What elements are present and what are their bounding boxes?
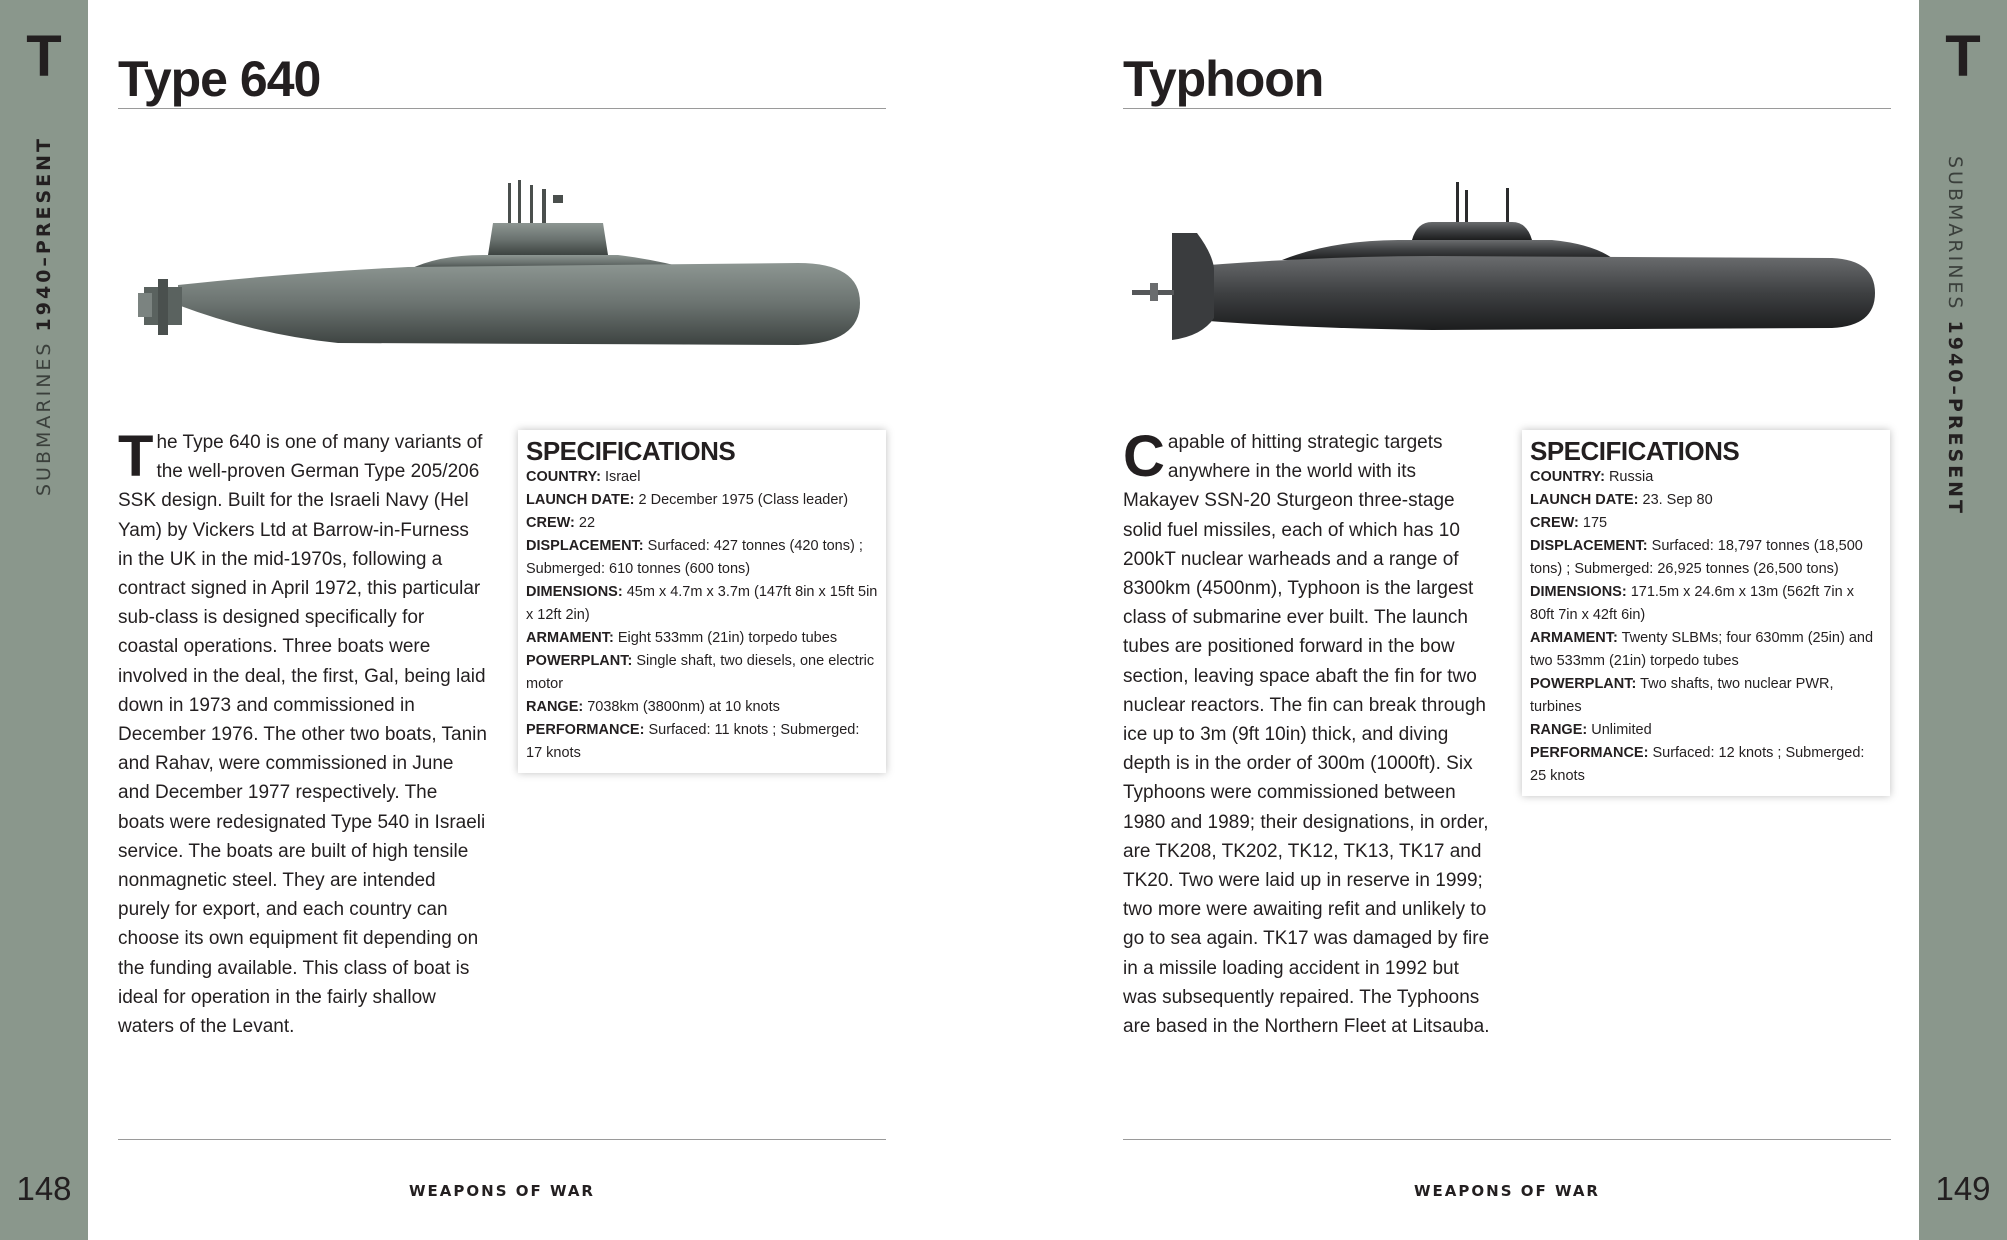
left-body-text xyxy=(118,424,488,1041)
left-spec-row xyxy=(526,512,878,535)
right-spec-row xyxy=(1530,512,1882,535)
right-band-label-light: SUBMARINES xyxy=(1944,156,1966,312)
left-spec-label: RANGE: xyxy=(526,699,584,715)
right-band-section-label xyxy=(1944,156,1966,516)
type-640-submarine-illustration xyxy=(138,175,860,355)
left-spec-value: Single shaft, two diesels, one electric motor xyxy=(526,653,875,692)
right-spec-value: 175 xyxy=(1582,515,1608,531)
right-spec-value: 23. Sep 80 xyxy=(1642,492,1713,508)
right-page-title: Typhoon xyxy=(1123,51,1324,107)
left-band-section-label xyxy=(33,136,55,496)
left-spec-label: COUNTRY: xyxy=(526,469,601,485)
left-spec-row xyxy=(526,581,878,627)
left-spec-row xyxy=(526,696,878,719)
left-spec-label: DIMENSIONS: xyxy=(526,584,623,600)
right-spec-label: DISPLACEMENT: xyxy=(1530,538,1648,554)
right-spec-heading: SPECIFICATIONS xyxy=(1530,436,1740,466)
right-footer-rule xyxy=(1123,1139,1891,1140)
right-spec-value: Surfaced: 12 knots ; Submerged: 25 knots xyxy=(1530,745,1865,784)
left-title-rule xyxy=(118,108,886,109)
right-band-letter: T xyxy=(1945,24,1981,89)
left-spec-value: Surfaced: 427 tonnes (420 tons) ; Submerged: 610 tonnes (600 tons) xyxy=(526,538,863,577)
right-spec-row xyxy=(1530,719,1882,742)
right-spec-row xyxy=(1530,581,1882,627)
right-band-label-bold: 1940–PRESENT xyxy=(1944,320,1966,516)
left-spec-row xyxy=(526,650,878,696)
left-specifications-box xyxy=(518,430,886,773)
left-spec-value: 45m x 4.7m x 3.7m (147ft 8in x 15ft 5in x 12ft 2in) xyxy=(526,584,878,623)
right-spec-value: 171.5m x 24.6m x 13m (562ft 7in x 80ft 7in x 42ft 6in) xyxy=(1530,584,1854,623)
right-body-dropcap: C xyxy=(1123,424,1165,489)
right-spec-value: Surfaced: 18,797 tonnes (18,500 tons) ; Submerged: 26,925 tonnes (26,500 tons) xyxy=(1530,538,1863,577)
left-body-dropcap: T xyxy=(118,424,154,489)
right-spec-label: LAUNCH DATE: xyxy=(1530,492,1639,508)
right-spec-value: Two shafts, two nuclear PWR, turbines xyxy=(1530,676,1834,715)
left-spec-row xyxy=(526,627,878,650)
left-spec-label: DISPLACEMENT: xyxy=(526,538,644,554)
left-footer-label: WEAPONS OF WAR xyxy=(409,1182,595,1200)
typhoon-submarine-illustration xyxy=(1132,178,1875,343)
left-page-number: 148 xyxy=(16,1170,72,1207)
right-spec-value: Russia xyxy=(1608,469,1654,485)
left-spec-value: 7038km (3800nm) at 10 knots xyxy=(587,699,780,715)
right-spec-label: COUNTRY: xyxy=(1530,469,1605,485)
left-band-label-light: SUBMARINES xyxy=(33,340,55,496)
right-spec-label: CREW: xyxy=(1530,515,1579,531)
left-band-letter: T xyxy=(26,24,62,89)
right-spec-value: Twenty SLBMs; four 630mm (25in) and two 533mm (21in) torpedo tubes xyxy=(1530,630,1874,669)
right-spec-label: RANGE: xyxy=(1530,722,1588,738)
left-body-paragraph: he Type 640 is one of many variants of the well-proven German Type 205/206 SSK design. Built for the Israeli Navy (Hel Yam) by Vickers Ltd at Barrow-in-Furness in the UK in the mid-1970s, following a contract signed in April 1972, this particular sub-class is designed specifically for coastal operations. Three boats were involved in the deal, the first, Gal, being laid down in 1973 and commissioned in December 1976. The other two boats, Tanin and Rahav, were commissioned in June and December 1977 respectively. The boats were redesignated Type 540 in Israeli service. The boats are built of high tensile nonmagnetic steel. They are intended purely for export, and each country can choose its own equipment fit depending on the funding available. This class of boat is ideal for operation in the fairly shallow waters of the Levant. xyxy=(118,432,487,1038)
left-side-band xyxy=(0,0,88,1240)
right-spec-row xyxy=(1530,466,1882,489)
left-spec-row xyxy=(526,535,878,581)
left-spec-row xyxy=(526,466,878,489)
right-spec-value: Unlimited xyxy=(1591,722,1652,738)
left-spec-row xyxy=(526,489,878,512)
right-body-paragraph: apable of hitting strategic targets anywhere in the world with its Makayev SSN-20 Sturgeon three-stage solid fuel missiles, each of which has 10 200kT nuclear warheads and a range of 8300km (4500nm), Typhoon is the largest class of submarine ever built. The launch tubes are positioned forward in the bow section, leaving space abaft the fin for two nuclear reactors. The fin can break through ice up to 3m (9ft 10in) thick, and diving depth is in the order of 300m (1000ft). Six Typhoons were commissioned between 1980 and 1989; their designations, in order, are TK208, TK202, TK12, TK13, TK17 and TK20. Two were laid up in reserve in 1999; two more were awaiting refit and unlikely to go to sea again. TK17 was damaged by fire in a missile loading accident in 1992 but was subsequently repaired. The Typhoons are based in the Northern Fleet at Litsauba. xyxy=(1123,432,1490,1038)
right-page-number: 149 xyxy=(1935,1170,1991,1207)
left-spec-label: LAUNCH DATE: xyxy=(526,492,635,508)
left-footer-rule xyxy=(118,1139,886,1140)
right-body-text xyxy=(1123,424,1493,1041)
left-spec-value: Surfaced: 11 knots ; Submerged: 17 knots xyxy=(526,722,860,761)
left-band-label-bold: 1940–PRESENT xyxy=(33,136,55,332)
right-spec-row xyxy=(1530,489,1882,512)
left-spec-value: 2 December 1975 (Class leader) xyxy=(638,492,849,508)
right-title-rule xyxy=(1123,108,1891,109)
left-spec-row xyxy=(526,719,878,765)
right-spec-row xyxy=(1530,673,1882,719)
right-spec-label: POWERPLANT: xyxy=(1530,676,1637,692)
left-page-title: Type 640 xyxy=(118,51,321,107)
right-spec-label: ARMAMENT: xyxy=(1530,630,1618,646)
right-specifications-box xyxy=(1522,430,1890,796)
left-spec-label: POWERPLANT: xyxy=(526,653,633,669)
left-spec-value: Israel xyxy=(604,469,641,485)
right-spec-row xyxy=(1530,627,1882,673)
right-spec-label: PERFORMANCE: xyxy=(1530,745,1649,761)
left-spec-label: ARMAMENT: xyxy=(526,630,614,646)
right-spec-label: DIMENSIONS: xyxy=(1530,584,1627,600)
left-spec-value: Eight 533mm (21in) torpedo tubes xyxy=(617,630,838,646)
left-spec-value: 22 xyxy=(578,515,596,531)
left-spec-label: PERFORMANCE: xyxy=(526,722,645,738)
right-spec-row xyxy=(1530,742,1882,788)
left-spec-label: CREW: xyxy=(526,515,575,531)
right-footer-label: WEAPONS OF WAR xyxy=(1414,1182,1600,1200)
left-spec-heading: SPECIFICATIONS xyxy=(526,436,736,466)
right-spec-row xyxy=(1530,535,1882,581)
